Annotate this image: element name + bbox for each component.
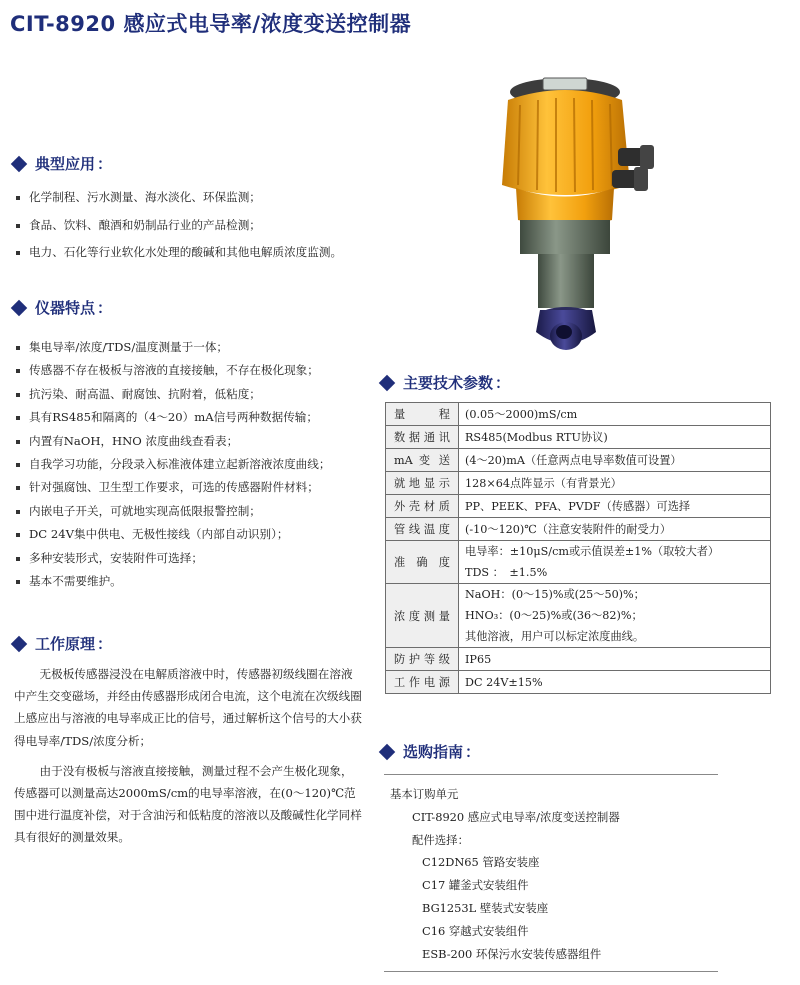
spec-label: 浓度测量 [386, 584, 459, 648]
list-item: 针对强腐蚀、卫生型工作要求，可选的传感器附件材料； [16, 476, 330, 499]
spec-value: 128×64点阵显示（有背景光） [459, 472, 771, 495]
ordering-base-label: 基本订购单元 [390, 787, 459, 801]
accessory-item: BG1253L 壁装式安装座 [422, 900, 549, 915]
list-item: 传感器不存在极板与溶液的直接接触，不存在极化现象； [16, 359, 330, 382]
section-title: 仪器特点 [35, 299, 96, 317]
spec-label: 量 程 [386, 403, 459, 426]
list-item: 化学制程、污水测量、海水淡化、环保监测； [16, 184, 342, 212]
principle-text [14, 663, 362, 849]
spec-value: PP、PEEK、PFA、PVDF（传感器）可选择 [459, 495, 771, 518]
table-row [386, 472, 771, 495]
spec-line: 电导率：±10μS/cm或示值误差±1%（取较大者） [465, 545, 720, 558]
diamond-bullet-icon [380, 745, 394, 759]
ordering-base-item: CIT-8920 感应式电导率/浓度变送控制器 [412, 809, 620, 824]
ordering-accessories-label: 配件选择： [412, 832, 469, 847]
section-colon: ： [97, 635, 113, 653]
list-item: 基本不需要维护。 [16, 570, 330, 593]
section-colon: ： [97, 155, 113, 173]
features-list [16, 336, 330, 593]
table-row [386, 449, 771, 472]
ordering-guide [384, 774, 718, 972]
spec-label: 防护等级 [386, 648, 459, 671]
spec-value: RS485(Modbus RTU协议) [459, 426, 771, 449]
section-colon: ： [465, 743, 481, 761]
page-title: CIT-8920 感应式电导率/浓度变送控制器 [10, 12, 412, 36]
section-specs-heading [380, 372, 510, 393]
section-features-heading [12, 297, 112, 318]
spec-value: IP65 [459, 648, 771, 671]
table-row [386, 671, 771, 694]
accessory-item: C17 罐釜式安装组件 [422, 878, 529, 893]
spec-line: NaOH：(0～15)%或(25～50)%； [465, 588, 645, 601]
spec-value [459, 584, 771, 648]
paragraph: 由于没有极板与溶液直接接触，测量过程不会产生极化现象，传感器可以测量高达2000mS/cm的电导率溶液，在(0～120)℃范围中进行温度补偿，对于含油污和低粘度的溶液以及酸碱性化学同样具有很好的测量效果。 [14, 763, 362, 845]
table-row [386, 495, 771, 518]
spec-label: 工作电源 [386, 671, 459, 694]
list-item: 抗污染、耐高温、耐腐蚀、抗附着，低粘度； [16, 383, 330, 406]
table-row [386, 648, 771, 671]
list-item: 具有RS485和隔离的（4～20）mA信号两种数据传输； [16, 406, 330, 429]
spec-value: (4～20)mA（任意两点电导率数值可设置） [459, 449, 771, 472]
diamond-bullet-icon [12, 301, 26, 315]
spec-label: 管线温度 [386, 518, 459, 541]
product-image [480, 70, 680, 360]
table-row [386, 584, 771, 648]
spec-line: TDS ： ±1.5% [465, 566, 548, 579]
list-item: 内置有NaOH，HNO 浓度曲线查看表； [16, 430, 330, 453]
section-title: 选购指南 [403, 743, 464, 761]
list-item: 多种安装形式，安装附件可选择； [16, 547, 330, 570]
section-title: 工作原理 [35, 635, 96, 653]
section-principle-heading [12, 633, 112, 654]
section-ordering-heading [380, 741, 480, 762]
diamond-bullet-icon [380, 376, 394, 390]
accessory-item: ESB-200 环保污水安装传感器组件 [422, 946, 602, 961]
list-item: 食品、饮料、酿酒和奶制品行业的产品检测； [16, 212, 342, 240]
spec-line: 其他溶液，用户可以标定浓度曲线。 [465, 630, 645, 643]
spec-value [459, 541, 771, 584]
spec-label: 数据通讯 [386, 426, 459, 449]
spec-value: (-10～120)℃（注意安装附件的耐受力） [459, 518, 771, 541]
table-row [386, 518, 771, 541]
diamond-bullet-icon [12, 637, 26, 651]
list-item: 集电导率/浓度/TDS/温度测量于一体； [16, 336, 330, 359]
spec-value: DC 24V±15% [459, 671, 771, 694]
section-colon: ： [495, 374, 511, 392]
spec-label: 外壳材质 [386, 495, 459, 518]
list-item: 自我学习功能，分段录入标准液体建立起新溶液浓度曲线； [16, 453, 330, 476]
accessory-item: C12DN65 管路安装座 [422, 855, 540, 870]
list-item: DC 24V集中供电、无极性接线（内部自动识别）； [16, 523, 330, 546]
table-row [386, 541, 771, 584]
paragraph: 无极板传感器浸没在电解质溶液中时，传感器初级线圈在溶液中产生交变磁场，并经由传感器形成闭合电流，这个电流在次级线圈上感应出与溶液的电导率成正比的信号，通过解析这个信号的大小获得电导率/TDS/浓度分析； [14, 667, 362, 748]
spec-label: 就地显示 [386, 472, 459, 495]
list-item: 电力、石化等行业软化水处理的酸碱和其他电解质浓度监测。 [16, 239, 342, 267]
applications-list [16, 184, 342, 267]
diamond-bullet-icon [12, 157, 26, 171]
list-item: 内嵌电子开关，可就地实现高低限报警控制； [16, 500, 330, 523]
table-row [386, 403, 771, 426]
spec-line: HNO₃：(0～25)%或(36～82)%； [465, 609, 643, 622]
spec-label: mA 变 送 [386, 449, 459, 472]
section-applications-heading [12, 153, 112, 174]
spec-label: 准 确 度 [386, 541, 459, 584]
section-title: 典型应用 [35, 155, 96, 173]
accessory-item: C16 穿越式安装组件 [422, 923, 529, 938]
section-colon: ： [97, 299, 113, 317]
section-title: 主要技术参数 [403, 374, 494, 392]
table-row [386, 426, 771, 449]
spec-table [385, 402, 771, 694]
spec-value: (0.05～2000)mS/cm [459, 403, 771, 426]
